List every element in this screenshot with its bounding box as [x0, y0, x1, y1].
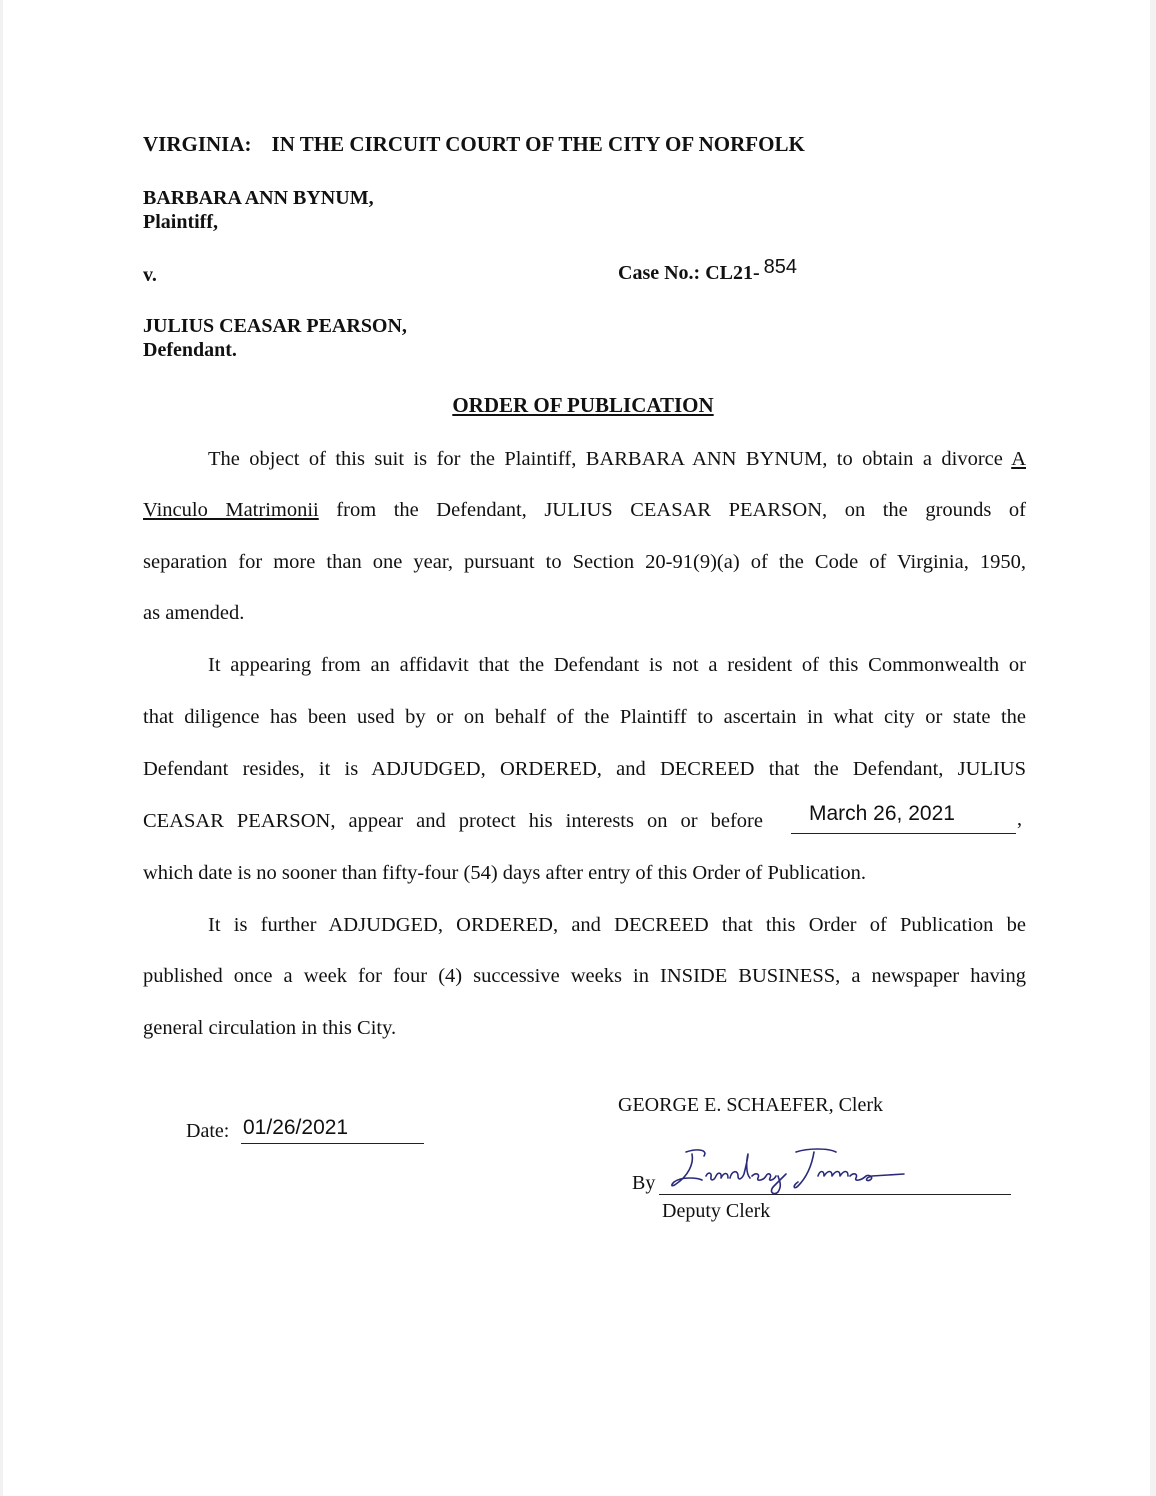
p1-line1-underlined: A — [1011, 448, 1026, 470]
document-title: ORDER OF PUBLICATION — [452, 393, 714, 417]
p2-line4 — [143, 808, 763, 834]
court-header — [143, 132, 805, 157]
case-number — [618, 256, 798, 285]
plaintiff-role: Plaintiff, — [143, 211, 218, 233]
p3-line2-text: published once a week for four (4) successive weeks in INSIDE BUSINESS, a newspaper having — [143, 965, 1026, 987]
case-number-value: 854 — [763, 256, 798, 278]
p1-line2-underlined: Vinculo Matrimonii — [143, 499, 319, 521]
by-label: By — [632, 1172, 656, 1194]
scan-edge-left — [0, 0, 3, 1496]
p1-line1 — [208, 446, 1026, 472]
p3-line2 — [143, 963, 1026, 989]
appearance-date-field — [791, 802, 1016, 834]
p1-line2-text: from the Defendant, JULIUS CEASAR PEARSON, on the grounds of — [336, 499, 1026, 521]
p2-line1 — [208, 652, 1026, 678]
signature-image — [668, 1146, 908, 1198]
p2-line2-text: that diligence has been used by or on behalf of the Plaintiff to ascertain in what city or state the — [143, 706, 1026, 728]
date-label: Date: — [186, 1120, 230, 1142]
court-name: IN THE CIRCUIT COURT OF THE CITY OF NORFOLK — [271, 132, 805, 156]
plaintiff-block — [143, 186, 374, 234]
court-state: VIRGINIA: — [143, 132, 252, 156]
p1-line1-text: The object of this suit is for the Plaintiff, BARBARA ANN BYNUM, to obtain a divorce — [208, 448, 1003, 470]
clerk-name: GEORGE E. SCHAEFER, Clerk — [618, 1094, 883, 1116]
p3-line1-text: It is further ADJUDGED, ORDERED, and DECREED that this Order of Publication be — [208, 914, 1026, 936]
appearance-date-value: March 26, 2021 — [809, 802, 955, 825]
deputy-clerk-label: Deputy Clerk — [662, 1200, 771, 1222]
case-number-label: Case No.: CL21- — [618, 262, 760, 284]
p2-line4-comma: , — [1017, 808, 1022, 830]
p1-line4: as amended. — [143, 602, 245, 624]
p2-line5: which date is no sooner than fifty-four (54) days after entry of this Order of Publication. — [143, 862, 866, 884]
p2-line3-text: Defendant resides, it is ADJUDGED, ORDERED, and DECREED that the Defendant, JULIUS — [143, 758, 1026, 780]
scan-edge-right — [1150, 0, 1156, 1496]
defendant-role: Defendant. — [143, 339, 237, 361]
p2-line4-text: CEASAR PEARSON, appear and protect his interests on or before — [143, 810, 763, 832]
p2-line2 — [143, 704, 1026, 730]
defendant-block — [143, 314, 407, 362]
p1-line3 — [143, 549, 1026, 575]
p2-line3 — [143, 756, 1026, 782]
plaintiff-name: BARBARA ANN BYNUM, — [143, 187, 374, 209]
p2-line1-text: It appearing from an affidavit that the Defendant is not a resident of this Commonwealth or — [208, 654, 1026, 676]
defendant-name: JULIUS CEASAR PEARSON, — [143, 315, 407, 337]
date-field — [241, 1116, 424, 1144]
p3-line1 — [208, 912, 1026, 938]
p3-line3: general circulation in this City. — [143, 1017, 397, 1039]
p1-line2 — [143, 497, 1026, 523]
versus: v. — [143, 264, 157, 286]
date-value: 01/26/2021 — [243, 1116, 349, 1139]
p1-line3-text: separation for more than one year, pursuant to Section 20-91(9)(a) of the Code of Virginia, 1950, — [143, 551, 1026, 573]
